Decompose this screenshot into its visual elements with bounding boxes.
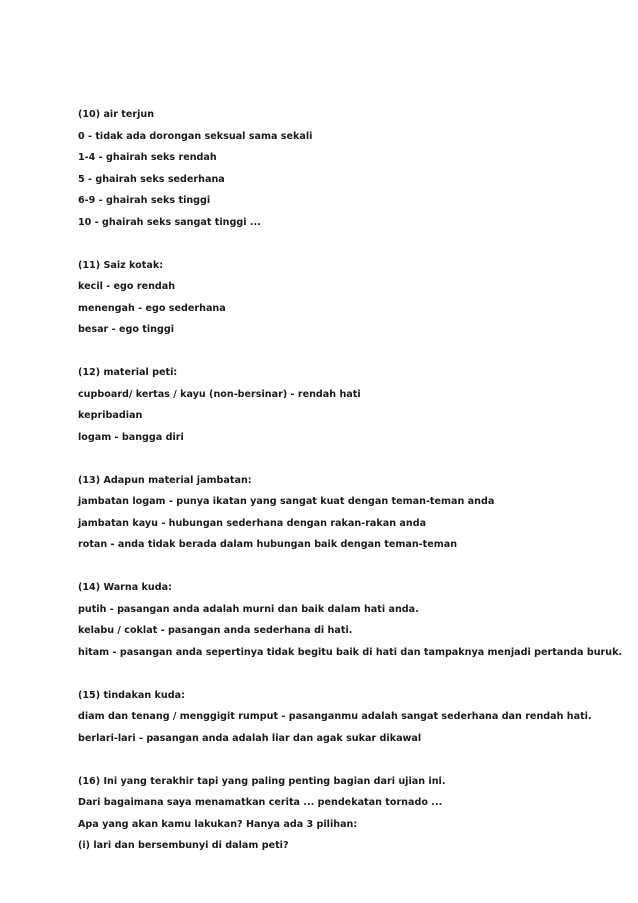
section-12: [78, 367, 618, 444]
section-14: [78, 582, 623, 659]
text-line: rotan - anda tidak berada dalam hubungan baik dengan teman-teman: [78, 539, 458, 550]
text-line: putih - pasangan anda adalah murni dan baik dalam hati anda.: [78, 603, 419, 615]
text-line: 10 - ghairah seks sangat tinggi ...: [78, 216, 261, 228]
text-line: 1-4 - ghairah seks rendah: [78, 152, 217, 163]
section-heading: (12) material peti:: [78, 367, 178, 378]
text-line: Dari bagaimana saya menamatkan cerita ... pendekatan tornado ...: [78, 797, 443, 808]
section-11: [78, 260, 618, 337]
text-line: menengah - ego sederhana: [78, 302, 226, 314]
text-line: (i) lari dan bersembunyi di dalam peti?: [78, 840, 289, 851]
section-heading: (14) Warna kuda:: [78, 582, 172, 593]
text-line: jambatan logam - punya ikatan yang sangat kuat dengan teman-teman anda: [78, 496, 495, 507]
section-heading: (16) Ini yang terakhir tapi yang paling penting bagian dari ujian ini.: [78, 775, 446, 787]
text-line: besar - ego tinggi: [78, 324, 174, 335]
text-line: Apa yang akan kamu lakukan? Hanya ada 3 pilihan:: [78, 818, 358, 830]
section-15: [78, 690, 618, 745]
text-line: kepribadian: [78, 410, 143, 421]
paragraph-gap: [78, 238, 618, 260]
paragraph-gap: [78, 453, 618, 475]
section-13: [78, 475, 618, 552]
text-line: 0 - tidak ada dorongan seksual sama sekali: [78, 130, 313, 142]
text-line: kecil - ego rendah: [78, 281, 176, 292]
text-line: diam dan tenang / menggigit rumput - pasanganmu adalah sangat sederhana dan rendah hati.: [78, 711, 592, 722]
section-heading: (15) tindakan kuda:: [78, 689, 185, 701]
section-heading: (11) Saiz kotak:: [78, 259, 164, 271]
text-line: berlari-lari - pasangan anda adalah liar dan agak sukar dikawal: [78, 732, 422, 744]
paragraph-gap: [78, 668, 618, 690]
section-heading: (10) air terjun: [78, 109, 155, 120]
section-heading: (13) Adapun material jambatan:: [78, 474, 252, 486]
section-10: [78, 109, 618, 229]
paragraph-gap: [78, 346, 618, 368]
text-line: logam - bangga diri: [78, 431, 184, 443]
text-line: hitam - pasangan anda sepertinya tidak begitu baik di hati dan tampaknya menjadi pertanda buruk.: [78, 646, 623, 658]
text-line: cupboard/ kertas / kayu (non-bersinar) - rendah hati: [78, 388, 361, 400]
paragraph-gap: [78, 754, 618, 776]
text-line: kelabu / coklat - pasangan anda sederhana di hati.: [78, 625, 353, 636]
text-line: jambatan kayu - hubungan sederhana dengan rakan-rakan anda: [78, 517, 427, 529]
document-page: [78, 109, 623, 862]
text-line: 6-9 - ghairah seks tinggi: [78, 195, 211, 206]
text-line: 5 - ghairah seks sederhana: [78, 173, 225, 185]
paragraph-gap: [78, 561, 618, 583]
section-16: [78, 776, 618, 853]
